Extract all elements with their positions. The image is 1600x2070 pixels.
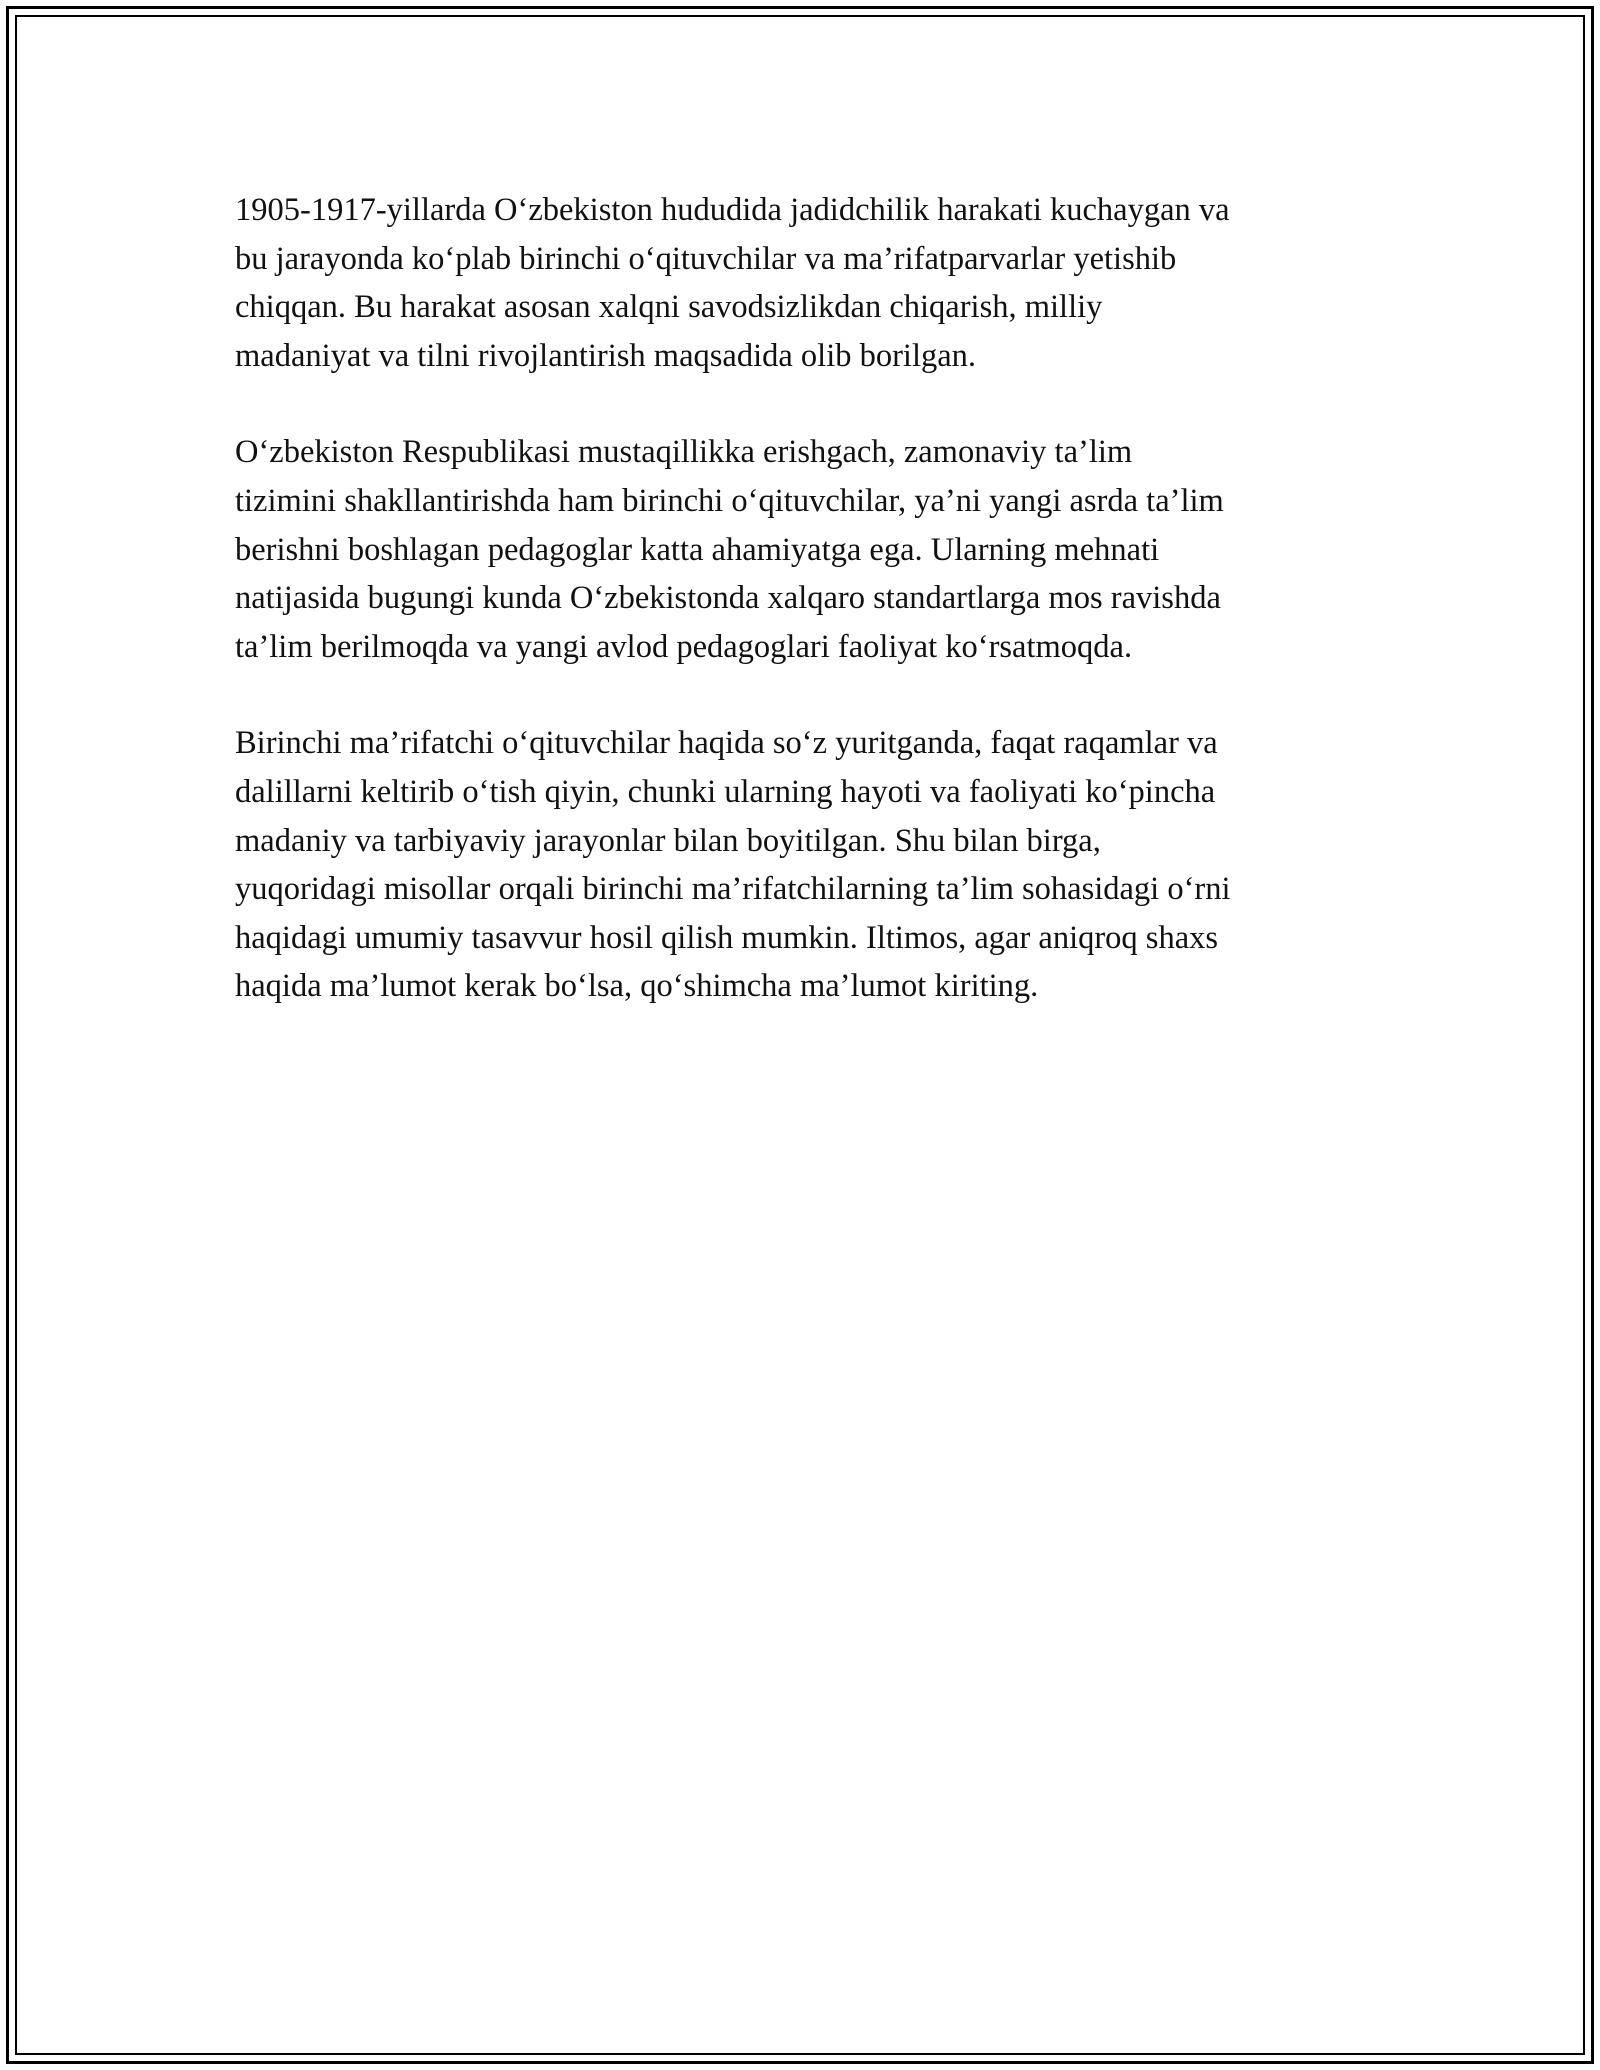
paragraph-2: O‘zbekiston Respublikasi mustaqillikka erishgach, zamonaviy ta’lim tizimini shakllantirishda ham birinchi o‘qituvchilar, ya’ni yangi asrda ta’lim berishni boshlagan pedagoglar katta ahamiyatga ega. Ularning mehnati natijasida bugungi kunda O‘zbekistonda xalqaro standartlarga mos ravishda ta’lim berilmoqda va yangi avlod pedagoglari faoliyat ko‘rsatmoqda. [235,434,1224,665]
document-body [235,186,1370,1059]
paragraph-3: Birinchi ma’rifatchi o‘qituvchilar haqida so‘z yuritganda, faqat raqamlar va dalillarni keltirib o‘tish qiyin, chunki ularning hayoti va faoliyati ko‘pincha madaniy va tarbiyaviy jarayonlar bilan boyitilgan. Shu bilan birga, yuqoridagi misollar orqali birinchi ma’rifatchilarning ta’lim sohasidagi o‘rni haqidagi umumiy tasavvur hosil qilish mumkin. Iltimos, agar aniqroq shaxs haqida ma’lumot kerak bo‘lsa, qo‘shimcha ma’lumot kiriting. [235,725,1231,1005]
paragraph-1: 1905-1917-yillarda O‘zbekiston hududida jadidchilik harakati kuchaygan va bu jarayonda ko‘plab birinchi o‘qituvchilar va ma’rifatparvarlar yetishib chiqqan. Bu harakat asosan xalqni savodsizlikdan chiqarish, milliy madaniyat va tilni rivojlantirish maqsadida olib borilgan. [235,192,1230,374]
